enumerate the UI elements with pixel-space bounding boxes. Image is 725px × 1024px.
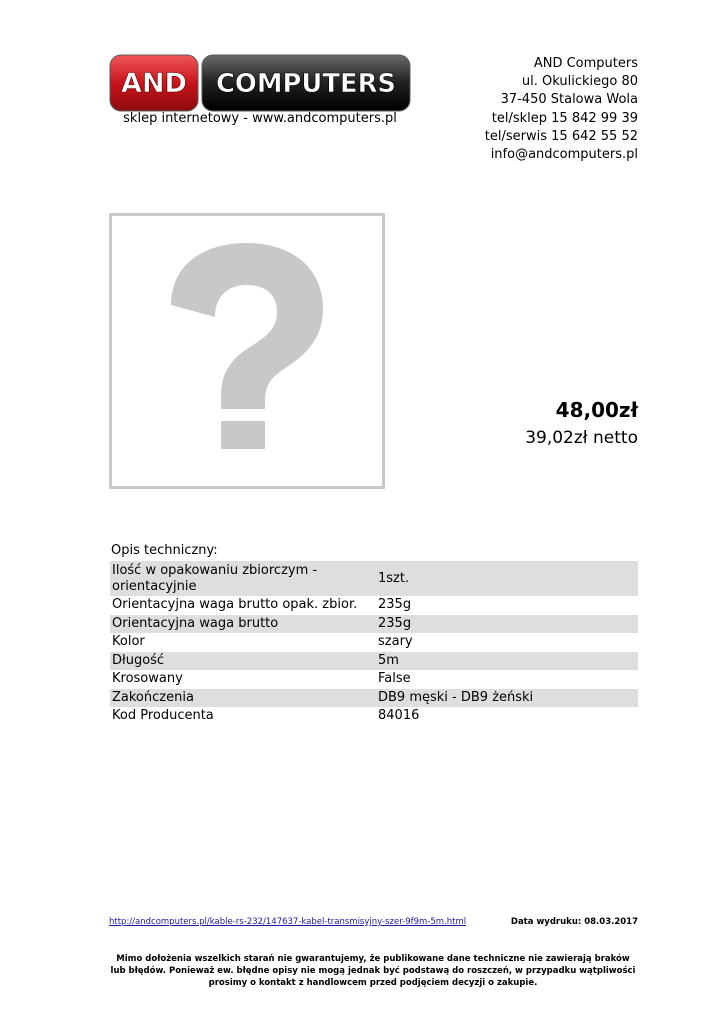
spec-label: Kod Producenta <box>112 708 214 724</box>
spec-label: Orientacyjna waga brutto opak. zbior. <box>112 597 358 613</box>
spec-value: szary <box>378 634 413 650</box>
price-gross: 48,00zł <box>555 398 638 422</box>
question-mark-icon <box>109 213 385 489</box>
spec-value: 5m <box>376 652 638 671</box>
product-url-link[interactable]: http://andcomputers.pl/kable-rs-232/147637-kabel-transmisyjny-szer-9f9m-5m.html <box>109 917 467 927</box>
company-logo <box>109 54 411 112</box>
table-row <box>110 707 638 726</box>
product-image-placeholder <box>109 213 385 489</box>
table-row <box>110 652 638 671</box>
company-street: ul. Okulickiego 80 <box>521 74 638 90</box>
spec-table <box>110 561 638 726</box>
table-row <box>110 596 638 615</box>
spec-value: 235g <box>376 615 638 634</box>
company-city: 37-450 Stalowa Wola <box>500 92 638 108</box>
logo-tagline: sklep internetowy - www.andcomputers.pl <box>123 111 397 126</box>
spec-value: 235g <box>378 597 412 613</box>
company-email: info@andcomputers.pl <box>490 147 638 163</box>
spec-value: DB9 męski - DB9 żeński <box>376 689 638 708</box>
company-phone-shop: tel/sklep 15 842 99 39 <box>491 110 638 126</box>
table-row <box>110 615 638 634</box>
company-contact <box>485 55 638 164</box>
table-row <box>110 633 638 652</box>
spec-label: Długość <box>110 652 376 671</box>
print-date: Data wydruku: 08.03.2017 <box>510 917 638 927</box>
company-phone-service: tel/serwis 15 642 55 52 <box>484 128 638 144</box>
company-name: AND Computers <box>533 56 638 71</box>
spec-value: False <box>378 671 411 687</box>
table-row <box>110 561 638 596</box>
table-row <box>110 689 638 708</box>
spec-label: Krosowany <box>112 671 183 687</box>
table-row <box>110 670 638 689</box>
spec-heading: Opis techniczny: <box>111 543 218 558</box>
spec-value: 84016 <box>378 708 420 724</box>
spec-label: Orientacyjna waga brutto <box>110 615 376 634</box>
spec-label: Zakończenia <box>110 689 376 708</box>
logo-and-text: AND <box>121 68 187 99</box>
disclaimer-text: Mimo dołożenia wszelkich starań nie gwarantujemy, że publikowane dane techniczne nie zawierają braków lub błędów. Ponieważ ew. błędne opisy nie mogą jednak być podstawą do roszczeń, w przypadku wątpliwości prosimy o kontakt z handlowcem przed podjęciem decyzji o zakupie. <box>110 954 636 988</box>
spec-label: Ilość w opakowaniu zbiorczym - orientacyjnie <box>110 561 376 596</box>
price-net: 39,02zł netto <box>525 428 638 448</box>
spec-label: Kolor <box>112 634 145 650</box>
spec-value: 1szt. <box>376 561 638 596</box>
logo-computers-text: COMPUTERS <box>216 69 396 99</box>
